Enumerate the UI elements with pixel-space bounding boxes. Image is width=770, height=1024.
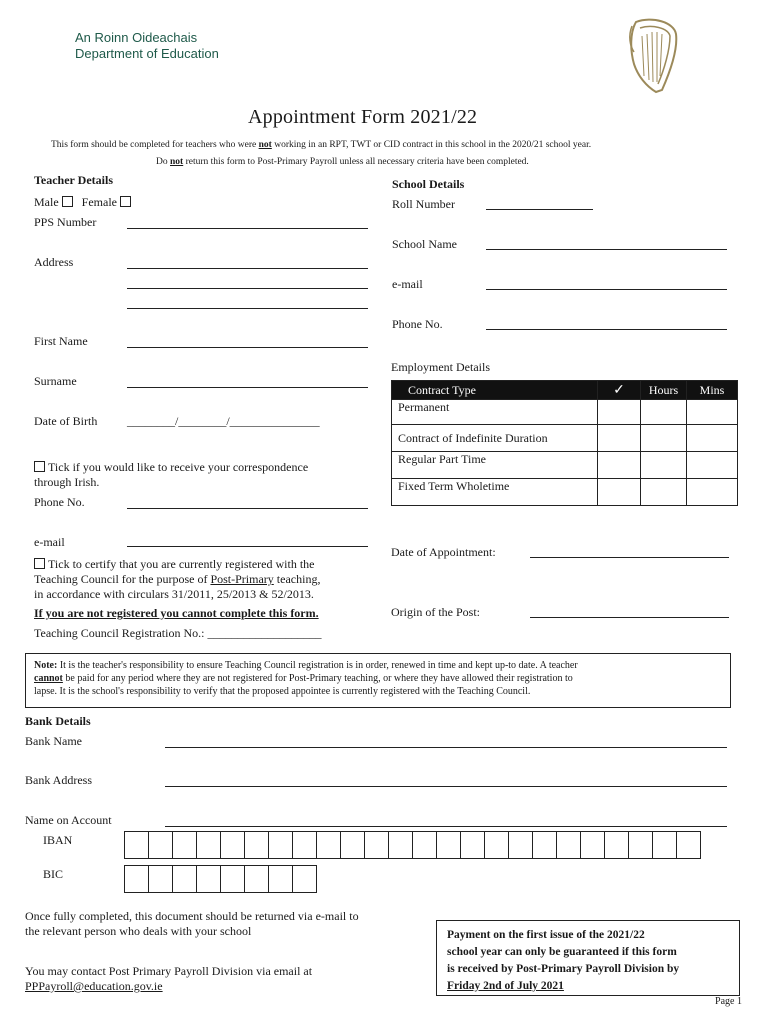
teacher-phone-label: Phone No. bbox=[34, 495, 85, 509]
address-field-2[interactable] bbox=[127, 288, 368, 289]
return-line-2: the relevant person who deals with your school bbox=[25, 924, 252, 938]
return-line-1: Once fully completed, this document should be returned via e-mail to bbox=[25, 909, 359, 923]
col-hours: Hours bbox=[641, 381, 687, 400]
dept-irish: An Roinn Oideachais bbox=[75, 30, 198, 45]
permanent-hours[interactable] bbox=[641, 400, 687, 425]
school-heading: School Details bbox=[392, 177, 465, 191]
permanent-mins[interactable] bbox=[687, 400, 738, 425]
roll-field[interactable] bbox=[486, 209, 593, 210]
col-contract-type: Contract Type bbox=[392, 381, 598, 400]
school-email-field[interactable] bbox=[486, 289, 727, 290]
intro-line-2: Do not return this form to Post-Primary Payroll unless all necessary criteria have been completed. bbox=[156, 157, 529, 167]
irish-option-line-2: through Irish. bbox=[34, 475, 100, 489]
teacher-email-field[interactable] bbox=[127, 546, 368, 547]
payment-notice: Payment on the first issue of the 2021/22 school year can only be guaranteed if this form is received by Post-Primary Payroll Division by Friday 2nd of July 2021 bbox=[436, 920, 740, 996]
dob-label: Date of Birth bbox=[34, 414, 98, 428]
permanent-tick[interactable] bbox=[598, 400, 641, 425]
employment-heading: Employment Details bbox=[391, 360, 490, 374]
school-phone-field[interactable] bbox=[486, 329, 727, 330]
bank-heading: Bank Details bbox=[25, 714, 91, 728]
appointment-date-field[interactable] bbox=[530, 557, 729, 558]
dob-field[interactable]: ________/________/_______________ bbox=[127, 414, 320, 428]
first-name-field[interactable] bbox=[127, 347, 368, 348]
table-row bbox=[392, 452, 738, 479]
gender-row: Male Female bbox=[34, 195, 131, 210]
appointment-date-label: Date of Appointment: bbox=[391, 545, 496, 559]
rpt-tick[interactable] bbox=[598, 452, 641, 479]
ftw-hours[interactable] bbox=[641, 479, 687, 506]
account-name-label: Name on Account bbox=[25, 813, 112, 827]
contract-cid: Contract of Indefinite Duration bbox=[392, 425, 598, 452]
surname-label: Surname bbox=[34, 374, 77, 388]
address-field-3[interactable] bbox=[127, 308, 368, 309]
bic-cells[interactable] bbox=[124, 865, 317, 893]
contract-rpt: Regular Part Time bbox=[392, 452, 598, 479]
bic-label: BIC bbox=[43, 867, 64, 881]
tc-warning: If you are not registered you cannot complete this form. bbox=[34, 606, 319, 620]
account-name-field[interactable] bbox=[165, 826, 727, 827]
employment-table bbox=[391, 380, 738, 506]
teacher-phone-field[interactable] bbox=[127, 508, 368, 509]
post-origin-label: Origin of the Post: bbox=[391, 605, 480, 619]
page-number: Page 1 bbox=[715, 996, 742, 1007]
first-name-label: First Name bbox=[34, 334, 88, 348]
bank-name-field[interactable] bbox=[165, 747, 727, 748]
irish-checkbox[interactable] bbox=[34, 461, 45, 472]
contract-ftw: Fixed Term Wholetime bbox=[392, 479, 598, 506]
iban-label: IBAN bbox=[43, 833, 73, 847]
dept-english: Department of Education bbox=[75, 46, 219, 61]
table-row bbox=[392, 425, 738, 452]
tc-line-3: in accordance with circulars 31/2011, 25/2013 & 52/2013. bbox=[34, 587, 314, 601]
teacher-heading: Teacher Details bbox=[34, 173, 113, 187]
school-name-field[interactable] bbox=[486, 249, 727, 250]
surname-field[interactable] bbox=[127, 387, 368, 388]
table-row bbox=[392, 479, 738, 506]
irish-option: Tick if you would like to receive your correspondence bbox=[34, 460, 308, 475]
roll-label: Roll Number bbox=[392, 197, 455, 211]
page-title: Appointment Form 2021/22 bbox=[248, 106, 478, 128]
contact-line: You may contact Post Primary Payroll Division via email at bbox=[25, 964, 313, 978]
pps-label: PPS Number bbox=[34, 215, 97, 229]
col-mins: Mins bbox=[687, 381, 738, 400]
cid-mins[interactable] bbox=[687, 425, 738, 452]
tc-reg-label: Teaching Council Registration No.: ___________________ bbox=[34, 626, 322, 640]
post-origin-field[interactable] bbox=[530, 617, 729, 618]
cid-tick[interactable] bbox=[598, 425, 641, 452]
tc-line-2: Teaching Council for the purpose of Post-Primary teaching, bbox=[34, 572, 321, 586]
female-checkbox[interactable] bbox=[120, 196, 131, 207]
cid-hours[interactable] bbox=[641, 425, 687, 452]
rpt-hours[interactable] bbox=[641, 452, 687, 479]
payroll-email-link[interactable]: PPPayroll@education.gov.ie bbox=[25, 979, 163, 993]
school-phone-label: Phone No. bbox=[392, 317, 443, 331]
ftw-mins[interactable] bbox=[687, 479, 738, 506]
tc-checkbox[interactable] bbox=[34, 558, 45, 569]
tc-option: Tick to certify that you are currently registered with the bbox=[34, 557, 314, 572]
col-tick: ✓ bbox=[598, 381, 641, 400]
iban-cells[interactable] bbox=[124, 831, 701, 859]
rpt-mins[interactable] bbox=[687, 452, 738, 479]
bank-name-label: Bank Name bbox=[25, 734, 82, 748]
bank-address-label: Bank Address bbox=[25, 773, 92, 787]
harp-logo bbox=[626, 16, 682, 96]
contract-permanent: Permanent bbox=[392, 400, 598, 425]
teacher-email-label: e-mail bbox=[34, 535, 65, 549]
school-name-label: School Name bbox=[392, 237, 457, 251]
address-field-1[interactable] bbox=[127, 268, 368, 269]
ftw-tick[interactable] bbox=[598, 479, 641, 506]
male-checkbox[interactable] bbox=[62, 196, 73, 207]
address-label: Address bbox=[34, 255, 74, 269]
intro-line-1: This form should be completed for teachers who were not working in an RPT, TWT or CID contract in this school in the 2020/21 school year. bbox=[51, 140, 592, 150]
note-box: Note: It is the teacher's responsibility to ensure Teaching Council registration is in order, renewed in time and kept up-to date. A teacher cannot be paid for any period where they are not registered for Post-Primary teaching, or where they have allowed their registration to lapse. It is the school's responsibility to verify that the proposed appointee is currently registered with the Teaching Council. bbox=[25, 653, 731, 708]
school-email-label: e-mail bbox=[392, 277, 423, 291]
table-row bbox=[392, 400, 738, 425]
bank-address-field[interactable] bbox=[165, 786, 727, 787]
pps-field[interactable] bbox=[127, 228, 368, 229]
